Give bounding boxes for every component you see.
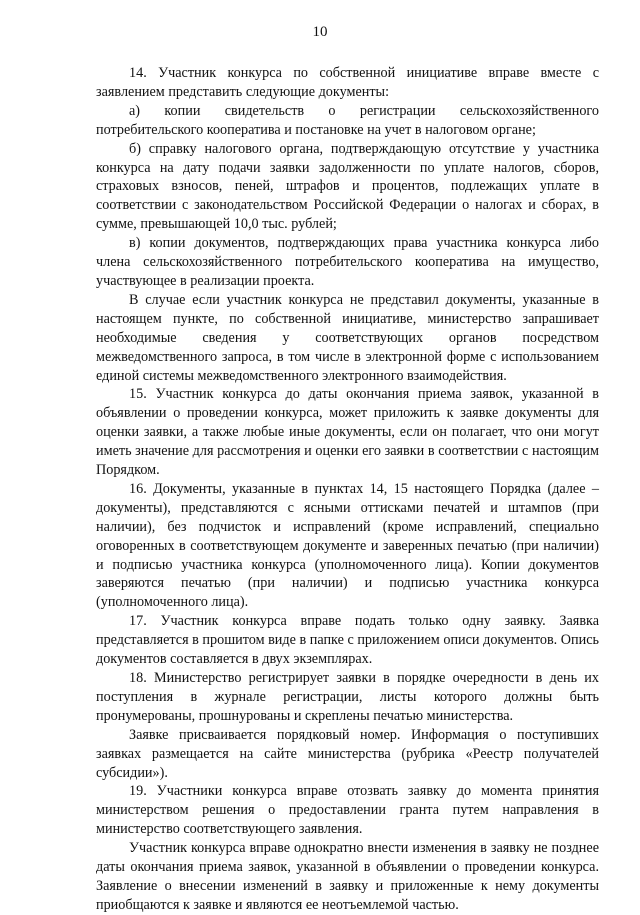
paragraph-14-note: В случае если участник конкурса не представил документы, указанные в настоящем пункте, по собственной инициативе, министерство запрашивает необходимые сведения у соответствующих органов посредством межведомственного запроса, в том числе в электронной форме с использованием единой системы межведомственного электронного взаимодействия. [96, 291, 599, 384]
paragraph-18-continued: Заявке присваивается порядковый номер. Информация о поступивших заявках размещается на сайте министерства (рубрика «Реестр получателей субсидии»). [96, 726, 599, 781]
paragraph-16: 16. Документы, указанные в пунктах 14, 15 настоящего Порядка (далее – документы), представляются с ясными оттисками печатей и штампов (при наличии), без подчисток и исправлений (кроме исправлений, специально оговоренных в соответствующем документе и заверенных печатью (при наличии) и подписью участника конкурса (уполномоченного лица). Копии документов заверяются печатью (при наличии) и подписью участника конкурса (уполномоченного лица). [96, 480, 599, 611]
paragraph-14-b: б) справку налогового органа, подтверждающую отсутствие у участника конкурса на дату подачи заявки задолженности по уплате налогов, сборов, страховых взносов, пеней, штрафов и процентов, подлежащих уплате в соответствии с законодательством Российской Федерации о налогах и сборах, в сумме, превышающей 10,0 тыс. рублей; [96, 140, 599, 233]
paragraph-19-continued: Участник конкурса вправе однократно внести изменения в заявку не позднее даты окончания приема заявок, указанной в объявлении о проведении конкурса. Заявление о внесении изменений в заявку и приложенные к нему документы приобщаются к заявке и являются ее неотъемлемой частью. [96, 840, 599, 913]
page-number: 10 [312, 24, 328, 40]
paragraph-19: 19. Участники конкурса вправе отозвать заявку до момента принятия министерством решения о предоставлении гранта путем направления в министерство соответствующего заявления. [96, 783, 599, 838]
paragraph-18: 18. Министерство регистрирует заявки в порядке очередности в день их поступления в журнале регистрации, листы которого должны быть пронумерованы, прошнурованы и скреплены печатью министерства. [96, 670, 599, 724]
paragraph-15: 15. Участник конкурса до даты окончания приема заявок, указанной в объявлении о проведении конкурса, может приложить к заявке документы для оценки заявки, а также любые иные документы, если он полагает, что они могут иметь значение для рассмотрения и оценки его заявки в соответствии с настоящим Порядком. [96, 386, 599, 479]
paragraph-17: 17. Участник конкурса вправе подать только одну заявку. Заявка представляется в прошитом виде в папке с приложением описи документов. Опись документов составляется в двух экземплярах. [96, 613, 599, 668]
paragraph-14: 14. Участник конкурса по собственной инициативе вправе вместе с заявлением представить следующие документы: [96, 65, 599, 100]
document-body [96, 64, 599, 915]
paragraph-14-a: а) копии свидетельств о регистрации сельскохозяйственного потребительского кооператива и постановке на учет в налоговом органе; [96, 102, 599, 138]
paragraph-14-v: в) копии документов, подтверждающих права участника конкурса либо члена сельскохозяйственного потребительского кооператива на имущество, участвующее в реализации проекта. [96, 235, 599, 289]
